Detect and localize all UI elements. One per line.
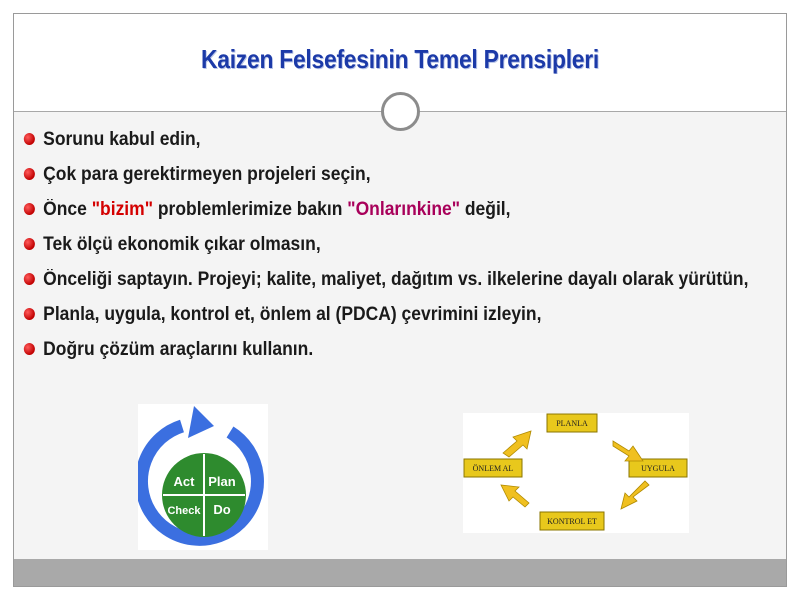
arrow-bottom-left-icon: [501, 485, 529, 507]
bullet-item: [22, 336, 787, 363]
bullet-dot-icon: [24, 308, 35, 320]
slide-footer-bar: [14, 559, 786, 586]
bullet-text-part: değil,: [460, 199, 511, 220]
quote-onlarinkine: "Onlarınkine": [347, 199, 461, 220]
bullet-text: Doğru çözüm araçlarını kullanın.: [43, 339, 314, 360]
pdca-cycle-diagram: [463, 413, 689, 533]
box-onlem-al-label: ÖNLEM AL: [472, 464, 514, 473]
slide: [13, 13, 787, 587]
bullet-item: [22, 266, 787, 293]
bullet-list: [22, 126, 782, 371]
bullet-item: [22, 231, 787, 258]
cycle-arrowhead-icon: [188, 406, 214, 438]
bullet-dot-icon: [24, 133, 35, 145]
bullet-item: [22, 161, 787, 188]
pdca-cycle-graphic: [463, 413, 689, 533]
bullet-text-part: Önce: [43, 199, 92, 220]
slide-title: Kaizen Felsefesinin Temel Prensipleri: [200, 44, 599, 74]
wheel-plan-label: Plan: [208, 474, 236, 489]
bullet-text-part: problemlerimize bakın: [152, 199, 348, 220]
bullet-text: Önceliği saptayın. Projeyi; kalite, maliyet, dağıtım vs. ilkelerine dayalı olarak yürütün,: [43, 269, 749, 290]
box-kontrol-et-label: KONTROL ET: [547, 517, 597, 526]
bullet-item: [22, 301, 787, 328]
wheel-check-label: Check: [167, 505, 201, 517]
bullet-text: Planla, uygula, kontrol et, önlem al (PDCA) çevrimini izleyin,: [43, 304, 542, 325]
bullet-dot-icon: [24, 203, 35, 215]
wheel-do-label: Do: [213, 502, 231, 517]
wheel-act-label: Act: [173, 474, 195, 489]
bullet-dot-icon: [24, 343, 35, 355]
arrow-bottom-right-icon: [621, 481, 649, 509]
bullet-dot-icon: [24, 273, 35, 285]
pdca-wheel-graphic: [138, 404, 268, 550]
bullet-dot-icon: [24, 238, 35, 250]
bullet-text: Çok para gerektirmeyen projeleri seçin,: [43, 164, 371, 185]
box-uygula-label: UYGULA: [641, 464, 675, 473]
arrow-top-right-icon: [613, 441, 643, 461]
box-planla-label: PLANLA: [556, 419, 588, 428]
bullet-dot-icon: [24, 168, 35, 180]
arrow-top-left-icon: [503, 431, 531, 457]
bullet-text: Sorunu kabul edin,: [43, 129, 201, 150]
bullet-text: Tek ölçü ekonomik çıkar olmasın,: [43, 234, 321, 255]
pdca-wheel-image: [138, 404, 268, 550]
bullet-item: [22, 126, 787, 153]
bullet-item: [22, 196, 787, 223]
quote-bizim: "bizim": [91, 199, 153, 220]
